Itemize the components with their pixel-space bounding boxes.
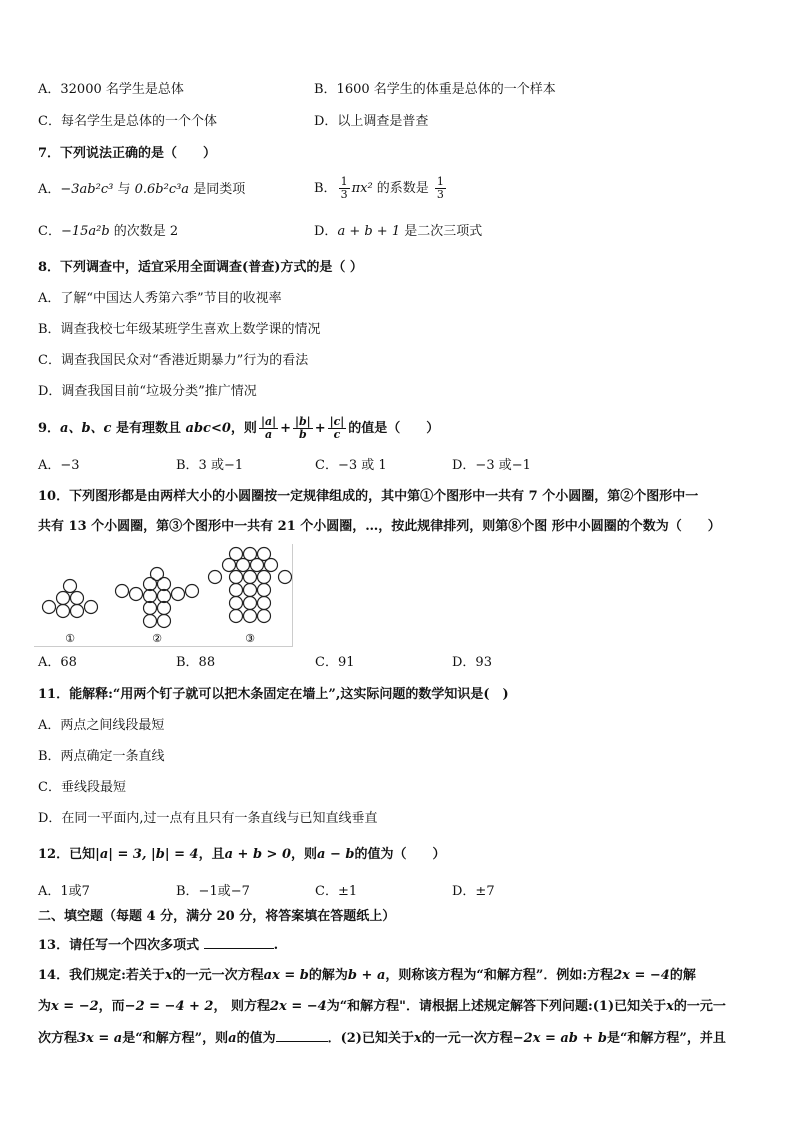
q12-option-d: D．±7: [452, 884, 495, 899]
small-circle: [144, 590, 157, 603]
circle-pattern-svg: [34, 544, 292, 646]
fraction: $\frac{1}{3}$: [340, 175, 348, 201]
q11-option-d: D．在同一平面内,过一点有且只有一条直线与已知直线垂直: [38, 811, 378, 826]
figure-label: ③: [245, 632, 255, 645]
fraction: $\frac{|c|}{c}$: [329, 415, 345, 441]
q12-option-b: B．−1或−7: [176, 884, 250, 899]
small-circle: [258, 597, 271, 610]
q10-option-b: B．88: [176, 655, 216, 670]
small-circle: [265, 559, 278, 572]
small-circle: [251, 559, 264, 572]
q9-option-a: A．−3: [38, 458, 80, 473]
q12-option-a: A．1或7: [38, 884, 90, 899]
small-circle: [144, 578, 157, 591]
small-circle: [244, 571, 257, 584]
small-circle: [43, 601, 56, 614]
figure-label: ②: [152, 632, 162, 645]
small-circle: [172, 588, 185, 601]
small-circle: [223, 559, 236, 572]
q12-stem: 12．已知|a| = 3, |b| = 4，且a + b > 0，则a − b的值为（ ）: [38, 847, 446, 862]
small-circle: [244, 597, 257, 610]
small-circle: [130, 588, 143, 601]
small-circle: [158, 602, 171, 615]
answer-blank[interactable]: [276, 1029, 328, 1042]
math: −3ab²c³: [60, 182, 114, 197]
math: |a| = 3, |b| = 4: [95, 847, 199, 862]
small-circle: [186, 585, 199, 598]
q7-option-a: A．−3ab²c³ 与 0.6b²c³a 是同类项: [38, 182, 246, 197]
small-circle: [258, 584, 271, 597]
q9-option-b: B．3 或−1: [176, 458, 244, 473]
small-circle: [144, 602, 157, 615]
q6-option-d: D．以上调查是普查: [314, 114, 429, 129]
q8-option-c: C．调查我国民众对“香港近期暴力”行为的看法: [38, 353, 309, 368]
math: 0.6b²c³a: [134, 182, 190, 197]
q8-option-a: A．了解“中国达人秀第六季”节目的收视率: [38, 291, 282, 306]
math: πx²: [351, 181, 373, 196]
small-circle: [230, 610, 243, 623]
q11-option-c: C．垂线段最短: [38, 780, 126, 795]
q12-option-c: C．±1: [315, 884, 358, 899]
figure-label: ①: [65, 632, 75, 645]
small-circle: [116, 585, 129, 598]
q10-option-d: D．93: [452, 655, 492, 670]
small-circle: [144, 615, 157, 628]
small-circle: [71, 605, 84, 618]
q7-option-c: C．−15a²b 的次数是 2: [38, 224, 179, 239]
small-circle: [57, 605, 70, 618]
q8-option-b: B．调查我校七年级某班学生喜欢上数学课的情况: [38, 322, 321, 337]
small-circle: [158, 578, 171, 591]
q14-line3: 次方程3x = a是“和解方程”，则a的值为 ．(2)已知关于x的一元一次方程−2x = ab + b是“和解方程”，并且: [38, 1031, 726, 1046]
q7-stem: 7．下列说法正确的是（ ）: [38, 146, 217, 161]
q9-option-c: C．−3 或 1: [315, 458, 387, 473]
small-circle: [237, 559, 250, 572]
small-circle: [158, 590, 171, 603]
q10-stem-line1: 10．下列图形都是由两样大小的小圆圈按一定规律组成的，其中第①个图形中一共有 7 个小圆圈，第②个图形中一: [38, 489, 699, 504]
fraction: $\frac{1}{3}$: [436, 175, 444, 201]
small-circle: [279, 571, 292, 584]
q7-option-d: D．a + b + 1 是二次三项式: [314, 224, 483, 239]
small-circle: [64, 580, 77, 593]
q11-stem: 11．能解释:“用两个钉子就可以把木条固定在墙上”,这实际问题的数学知识是( ): [38, 687, 509, 702]
small-circle: [244, 610, 257, 623]
q9-stem: 9．a、b、c 是有理数且 abc<0，则 $\frac{|a|}{a}$ + $\frac{|b|}{b}$ + $\frac{|c|}{c}$ 的值是（ ）: [38, 415, 440, 441]
fraction: $\frac{|b|}{b}$: [294, 415, 311, 441]
q10-option-a: A．68: [38, 655, 77, 670]
q6-option-b: B．1600 名学生的体重是总体的一个样本: [314, 82, 556, 97]
q14-line1: 14．我们规定:若关于x的一元一次方程ax = b的解为b + a，则称该方程为“和解方程”．例如:方程2x = −4的解: [38, 968, 696, 983]
q11-option-b: B．两点确定一条直线: [38, 749, 165, 764]
q11-option-a: A．两点之间线段最短: [38, 718, 165, 733]
section-heading: 二、填空题（每题 4 分，满分 20 分，将答案填在答题纸上）: [38, 909, 396, 924]
q10-stem-line2: 共有 13 个小圆圈，第③个图形中一共有 21 个小圆圈，…，按此规律排列，则第⑧个图 形中小圆圈的个数为（ ）: [38, 519, 721, 534]
q9-option-d: D．−3 或−1: [452, 458, 531, 473]
q13: 13．请任写一个四次多项式 .: [38, 938, 279, 953]
q14-line2: 为x = −2，而−2 = −4 + 2， 则方程2x = −4为“和解方程"．请根据上述规定解答下列问题:(1)已知关于x的一元一: [38, 999, 726, 1014]
math: a + b + 1: [337, 224, 401, 239]
circle-pattern-figure: [34, 544, 293, 647]
small-circle: [57, 592, 70, 605]
q6-option-c: C．每名学生是总体的一个个体: [38, 114, 217, 129]
small-circle: [258, 571, 271, 584]
q7-option-b: B． $\frac{1}{3}$ πx² 的系数是 $\frac{1}{3}$: [314, 175, 444, 201]
q6-option-a: A．32000 名学生是总体: [38, 82, 184, 97]
small-circle: [244, 584, 257, 597]
small-circle: [85, 601, 98, 614]
small-circle: [230, 571, 243, 584]
math: −15a²b: [60, 224, 110, 239]
small-circle: [71, 592, 84, 605]
small-circle: [258, 610, 271, 623]
math: a + b > 0: [224, 847, 292, 862]
fraction: $\frac{|a|}{a}$: [260, 415, 277, 441]
small-circle: [230, 597, 243, 610]
q10-option-c: C．91: [315, 655, 355, 670]
small-circle: [209, 571, 222, 584]
math: a − b: [317, 847, 355, 862]
small-circle: [230, 584, 243, 597]
q8-option-d: D．调查我国目前“垃圾分类”推广情况: [38, 384, 257, 399]
q8-stem: 8．下列调查中，适宜采用全面调查(普查)方式的是（ ）: [38, 260, 363, 275]
answer-blank[interactable]: [204, 936, 274, 949]
small-circle: [158, 615, 171, 628]
